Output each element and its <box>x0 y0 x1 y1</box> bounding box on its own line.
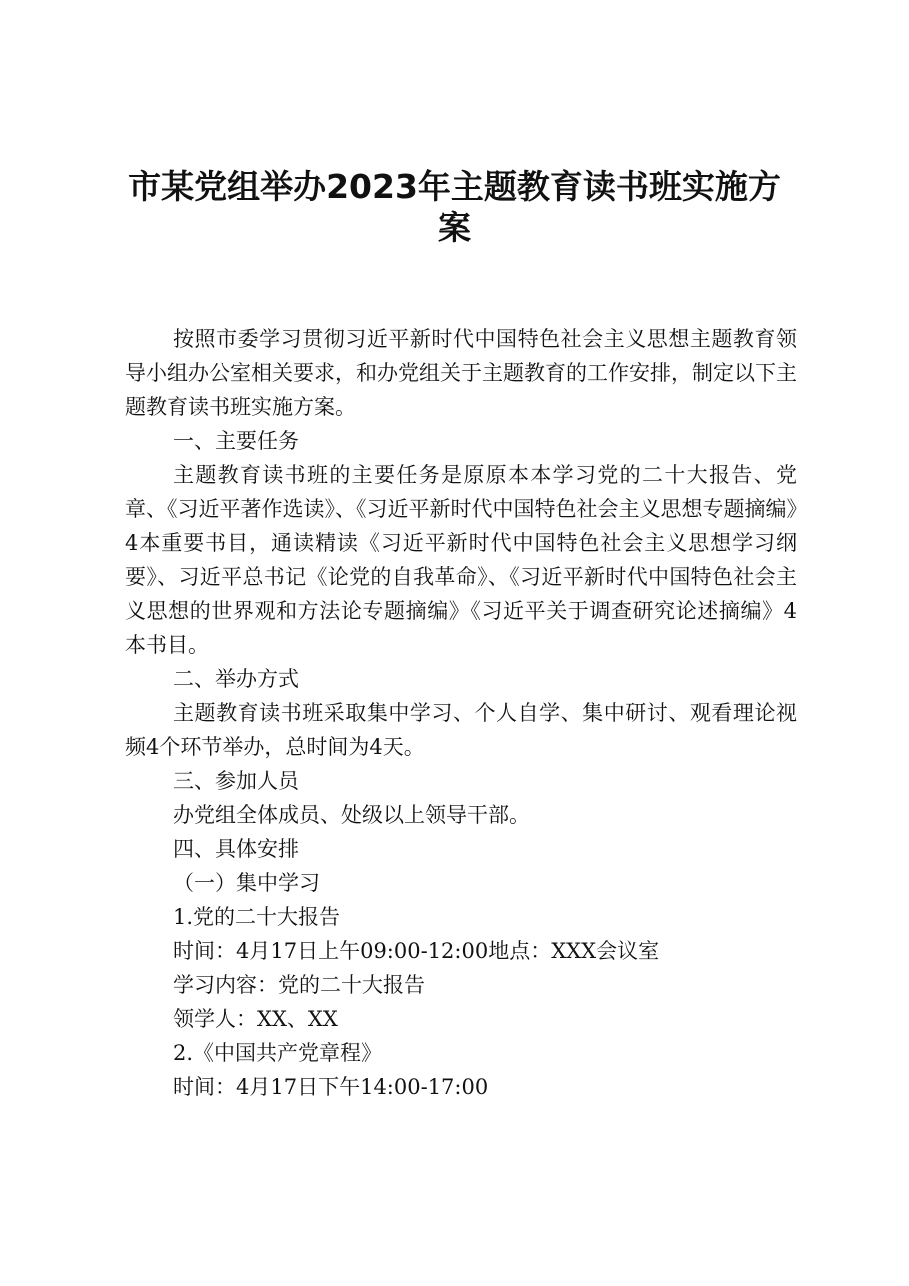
section-heading-schedule: 四、具体安排 <box>173 837 299 861</box>
schedule-item-1-time-location: 时间：4月17日上午09:00-12:00地点：XXX会议室 <box>173 939 660 963</box>
document-body <box>125 322 797 1104</box>
intro-paragraph: 按照市委学习贯彻习近平新时代中国特色社会主义思想主题教育领导小组办公室相关要求，和办党组关于主题教育的工作安排，制定以下主题教育读书班实施方案。 <box>125 327 797 419</box>
schedule-item-1-title: 1.党的二十大报告 <box>173 905 341 929</box>
document-title-line-1: 市某党组举办2023年主题教育读书班实施方 <box>128 167 781 206</box>
schedule-item-2-time: 时间：4月17日下午14:00-17:00 <box>173 1075 489 1099</box>
participants-paragraph: 办党组全体成员、处级以上领导干部。 <box>173 803 530 827</box>
schedule-item-1-leader: 领学人：XX、XX <box>173 1007 338 1031</box>
schedule-item-1-content: 学习内容：党的二十大报告 <box>173 973 425 997</box>
schedule-item-2-title: 2.《中国共产党章程》 <box>173 1041 383 1065</box>
document-title-line-2: 案 <box>438 208 471 247</box>
format-paragraph: 主题教育读书班采取集中学习、个人自学、集中研讨、观看理论视频4个环节举办，总时间为4天。 <box>125 701 797 759</box>
section-heading-format: 二、举办方式 <box>173 667 299 691</box>
main-tasks-paragraph: 主题教育读书班的主要任务是原原本本学习党的二十大报告、党章、《习近平著作选读》、《习近平新时代中国特色社会主义思想专题摘编》4本重要书目，通读精读《习近平新时代中国特色社会主义思想学习纲要》、习近平总书记《论党的自我革命》、《习近平新时代中国特色社会主义思想的世界观和方法论专题摘编》《习近平关于调查研究论述摘编》4本书目。 <box>125 463 797 657</box>
subsection-heading-collective-study: （一）集中学习 <box>173 871 320 895</box>
section-heading-participants: 三、参加人员 <box>173 769 299 793</box>
section-heading-main-tasks: 一、主要任务 <box>173 429 299 453</box>
